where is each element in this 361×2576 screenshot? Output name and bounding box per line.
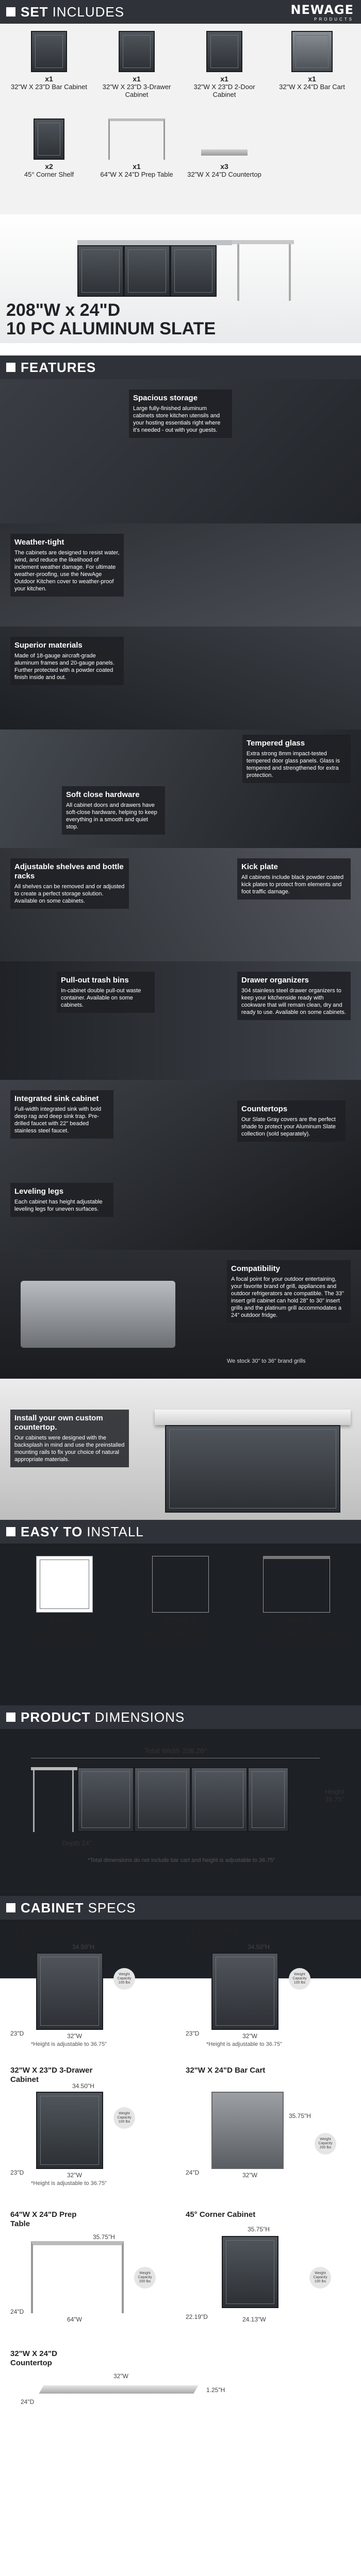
feature-caption: Superior materials Made of 18-gauge aircraft-grade aluminum frames and 20-gauge panels. Further protected with a powder coated finish inside and out. — [10, 637, 124, 685]
depth-label: Depth 24" — [62, 1839, 92, 1847]
install-step: STEP 3 Fasten cabinetry and install countertop. — [242, 1556, 351, 1648]
door-cabinet-image — [206, 31, 242, 72]
install-step: STEP 2 Attach leveling legs to cabinetry. — [126, 1556, 235, 1648]
feature-caption: Soft close hardware All cabinet doors and drawers have soft-close hardware, helping to keep everything in a smooth and quiet stop. — [62, 786, 165, 835]
cabinet-image — [36, 2092, 103, 2169]
drawer-cabinet-image — [119, 31, 155, 72]
install-step: STEP 1 Remove and recycle packaging. — [10, 1556, 119, 1648]
include-item: x1 32"W X 24"D Bar Cart — [273, 31, 351, 91]
feature-caption: Countertops Our Slate Gray covers are the perfect shade to protect your Aluminum Slate collection (sold separately). — [237, 1100, 346, 1142]
bar-cabinet-image — [31, 31, 67, 72]
grill-image — [21, 1281, 175, 1348]
weight-badge-icon: Weight Capacity 100 lbs — [309, 2267, 331, 2289]
specs-header: CABINET SPECS — [0, 1896, 361, 1920]
include-item: x2 45° Corner Shelf — [10, 118, 88, 178]
square-icon — [6, 1527, 15, 1536]
spec-3-drawer-cabinet: 32"W X 23"D 3-Drawer Cabinet 34.50"H 23"D 32"W *Height is adjustable to 36.75" Weight Capacity 100 lbs — [10, 2066, 175, 2190]
height-label: Height 35.75" — [325, 1788, 344, 1803]
cart-image — [211, 2092, 284, 2169]
hero-dimensions: 208"W x 24"D — [6, 300, 121, 320]
total-width-label: Total Width 208.26" — [144, 1747, 207, 1755]
weight-badge-icon: Weight Capacity 100 lbs — [113, 1968, 135, 1990]
cabinet-image — [36, 1953, 103, 2030]
dimension-drawing — [31, 1767, 320, 1834]
spec-bar-cart: 32"W X 24"D Bar Cart 35.75"H 24"D 32"W Weight Capacity 200 lbs — [186, 2066, 351, 2190]
prep-table-image — [108, 118, 165, 160]
spec-bar-cabinet: 32"W X 23"D Bar Cabinet 34.50"H 23"D 32"W *Height is adjustable to 36.75" Weight Capacity 100 lbs — [186, 1927, 351, 2050]
square-icon — [6, 1903, 15, 1912]
brand-logo: NEWAGE PRODUCTS — [290, 2, 354, 22]
set-includes-header: SET INCLUDES — [0, 0, 361, 24]
feature-caption: Integrated sink cabinet Full-width integrated sink with bold deep rag and deep sink trap. Pre-drilled faucet with 22" beaded stainless steel faucet. — [10, 1090, 113, 1139]
feature-caption: Leveling legs Each cabinet has height adjustable leveling legs for uneven surfaces. — [10, 1183, 113, 1217]
install-header: EASY TO INSTALL — [0, 1520, 361, 1544]
weight-badge-icon: Weight Capacity 100 lbs — [289, 1968, 310, 1990]
weight-badge-icon: Weight Capacity 100 lbs — [113, 2107, 135, 2129]
hero-product-name: 10 PC ALUMINUM SLATE — [6, 319, 216, 338]
square-icon — [6, 7, 15, 16]
spec-2-door-cabinet: 32"W X 23"D 2-Door Cabinet 34.50"H 23"D 32"W *Height is adjustable to 36.75" Weight Capacity 100 lbs — [10, 1927, 175, 2050]
table-image — [31, 2241, 124, 2313]
assembled-cabinets-icon — [263, 1556, 330, 1613]
cabinet-image — [211, 1953, 278, 2030]
square-icon — [6, 1713, 15, 1722]
bar-cart-image — [291, 31, 333, 72]
feature-caption: Adjustable shelves and bottle racks All shelves can be removed and or adjusted to create a perfect storage solution. Available on some cabinets. — [10, 858, 129, 909]
square-icon — [6, 363, 15, 372]
countertop-image — [39, 2385, 198, 2394]
countertop-image — [201, 149, 248, 156]
spec-corner-cabinet: 45° Corner Cabinet 35.75"H 22.19"D 24.13"W Weight Capacity 100 lbs — [186, 2210, 351, 2334]
dimensions-note: *Total dimensions do not include bar cart and height is adjustable to 36.75" — [88, 1857, 275, 1863]
feature-caption: Tempered glass Extra strong 8mm impact-tested tempered door glass panels. Glass is tempered and strengthened for extra protection. — [242, 735, 351, 783]
feature-caption: Compatibility A focal point for your outdoor entertaining, your favorite brand of grill, appliances and outdoor refrigerators are compatible. The 33" insert grill cabinet can hold 28" to 30" insert grills and the platinum grill accommodates a 24" outdoor fridge. — [227, 1260, 351, 1323]
spec-countertop: 32"W X 24"D Countertop 32"W 24"D 1.25"H — [10, 2349, 225, 2405]
features-panel — [0, 379, 361, 1978]
feature-caption: Spacious storage Large fully-finished aluminum cabinets store kitchen utensils and your hosting essentials right where it's needed - out with your guests. — [129, 389, 232, 438]
dimensions-header: PRODUCT DIMENSIONS — [0, 1705, 361, 1729]
feature-caption: Install your own custom countertop. Our cabinets were designed with the backsplash in mind and use the preinstalled mounting rails to fix your choice of natural appropriate materials. — [10, 1410, 129, 1467]
spec-prep-table: 64"W X 24"D Prep Table 35.75"H 24"D 64"W Weight Capacity 200 lbs — [10, 2210, 175, 2334]
compat-note: We stock 30" to 36" brand grills — [227, 1358, 306, 1364]
feature-caption: Pull-out trash bins In-cabinet double pull-out waste container. Available on some cabinets. — [57, 972, 155, 1013]
leveling-leg-icon — [152, 1556, 209, 1613]
include-item: x1 32"W X 23"D Bar Cabinet — [10, 31, 88, 91]
hero-panel — [0, 214, 361, 343]
corner-shelf-image — [34, 118, 64, 160]
box-icon — [36, 1556, 93, 1613]
include-item: x1 64"W X 24"D Prep Table — [98, 118, 175, 178]
include-item: x1 32"W X 23"D 3-Drawer Cabinet — [98, 31, 175, 98]
include-item: x1 32"W X 23"D 2-Door Cabinet — [186, 31, 263, 98]
weight-badge-icon: Weight Capacity 200 lbs — [134, 2267, 156, 2289]
feature-caption: Drawer organizers 304 stainless steel drawer organizers to keep your kitchenside ready with cookware that will remain clean, dry and ready to use. Available on some cabinets. — [237, 972, 351, 1020]
feature-caption: Weather-tight The cabinets are designed to resist water, wind, and reduce the likelihood of inclement weather damage. For ultimate weather-proofing, use the NewAge Outdoor Kitchen cover to weather-proof your kitchen. — [10, 534, 124, 597]
full-set-image — [77, 225, 294, 302]
cabinet-image — [222, 2236, 278, 2308]
include-item: x3 32"W X 24"D Countertop — [186, 118, 263, 178]
features-header: FEATURES — [0, 355, 361, 379]
countertop-image — [155, 1410, 351, 1425]
feature-caption: Kick plate All cabinets include black powder coated kick plates to protect from elements and foot traffic damage. — [237, 858, 351, 900]
weight-badge-icon: Weight Capacity 200 lbs — [315, 2133, 336, 2155]
